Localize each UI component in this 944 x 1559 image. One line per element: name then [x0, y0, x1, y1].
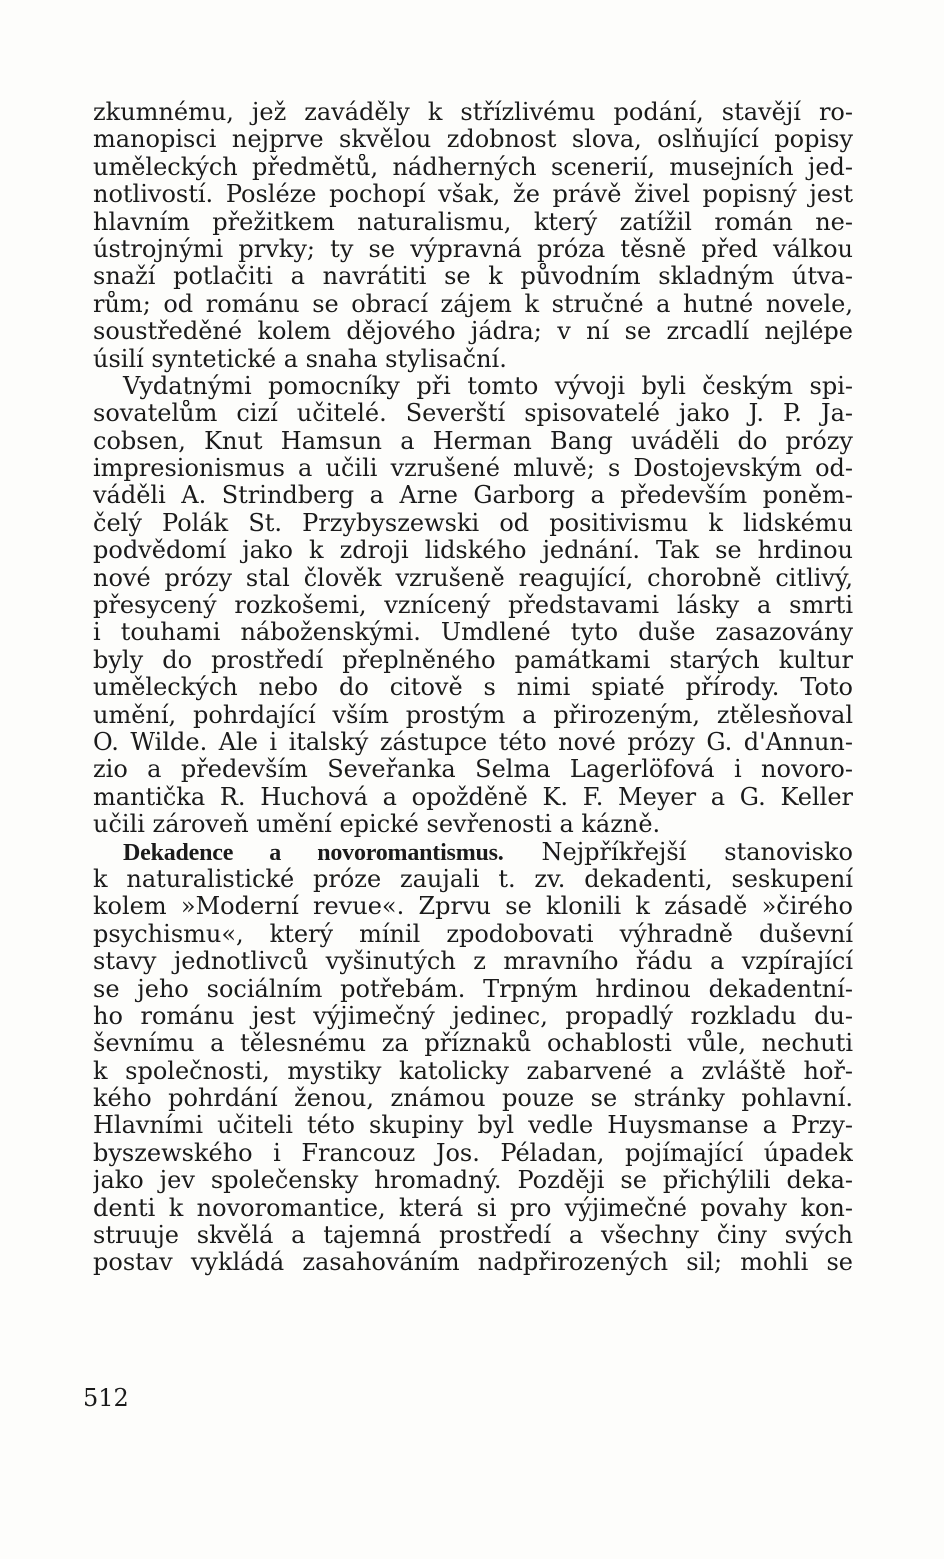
heading-line-rest: Nejpříkřejší stanovisko: [503, 838, 853, 866]
paragraph-line: stavy jednotlivců vyšinutých z mravního řádu a vzpírající: [93, 948, 853, 976]
paragraph-line: i touhami náboženskými. Umdlené tyto duše zasazovány: [93, 619, 853, 647]
paragraph-line: rům; od románu se obrací zájem k stručné a hutné novele,: [93, 290, 853, 318]
paragraph-line: struuje skvělá a tajemná prostředí a všechny činy svých: [93, 1222, 853, 1250]
paragraph-line: k naturalistické próze zaujali t. zv. dekadenti, seskupení: [93, 865, 853, 893]
paragraph-line: váděli A. Strindberg a Arne Garborg a především poněm-: [93, 482, 853, 510]
paragraph-2: [93, 373, 853, 839]
paragraph-line: postav vykládá zasahováním nadpřirozených sil; mohli se: [93, 1249, 853, 1277]
paragraph-line: zkumnému, jež zaváděly k střízlivému podání, stavějí ro-: [93, 99, 853, 126]
paragraph-line: mantička R. Huchová a opožděně K. F. Meyer a G. Keller: [93, 783, 853, 811]
paragraph-line: sovatelům cizí učitelé. Severští spisovatelé jako J. P. Ja-: [93, 400, 853, 428]
paragraph-line: byly do prostředí přeplněného památkami starých kultur: [93, 646, 853, 674]
paragraph-line: ševnímu a tělesnému za příznaků ochablosti vůle, nechuti: [93, 1030, 853, 1058]
paragraph-line: úsilí syntetické a snaha stylisační.: [93, 345, 507, 373]
body-text: [93, 99, 853, 1277]
paragraph-line: cobsen, Knut Hamsun a Herman Bang uváděli do prózy: [93, 427, 853, 455]
paragraph-line: ústrojnými prvky; ty se výpravná próza těsně před válkou: [93, 235, 853, 263]
paragraph-line: podvědomí jako k zdroji lidského jednání. Tak se hrdinou: [93, 537, 853, 565]
paragraph-line: [93, 839, 853, 866]
paragraph-line: hlavním přežitkem naturalismu, který zatížil román ne-: [93, 208, 853, 236]
paragraph-line: uměleckých nebo do citově s nimi spiaté přírody. Toto: [93, 674, 853, 702]
paragraph-line: Hlavními učiteli této skupiny byl vedle Huysmanse a Przy-: [93, 1112, 853, 1140]
paragraph-line: notlivostí. Posléze pochopí však, že právě živel popisný jest: [93, 181, 853, 209]
paragraph-1: [93, 99, 853, 373]
paragraph-line: soustředěné kolem dějového jádra; v ní se zrcadlí nejlépe: [93, 318, 853, 346]
paragraph-line: Vydatnými pomocníky při tomto vývoji byli českým spi-: [123, 372, 853, 400]
paragraph-line: čelý Polák St. Przybyszewski od positivismu k lidskému: [93, 509, 853, 537]
paragraph-line: jako jev společensky hromadný. Později se přichýlili deka-: [93, 1167, 853, 1195]
paragraph-line: kolem »Moderní revue«. Zprvu se klonili k zásadě »čirého: [93, 893, 853, 921]
paragraph-line: denti k novoromantice, která si pro výjimečné povahy kon-: [93, 1194, 853, 1222]
paragraph-line: uměleckých předmětů, nádherných scenerií, musejních jed-: [93, 153, 853, 181]
page-number: 512: [83, 1384, 129, 1412]
paragraph-line: kého pohrdání ženou, známou pouze se stránky pohlavní.: [93, 1085, 853, 1113]
paragraph-line: ho románu jest výjimečný jedinec, propadlý rozkladu du-: [93, 1002, 853, 1030]
paragraph-line: O. Wilde. Ale i italský zástupce této nové prózy G. d'Annun-: [93, 728, 853, 756]
paragraph-line: učili zároveň umění epické sevřenosti a kázně.: [93, 811, 661, 839]
paragraph-line: nové prózy stal člověk vzrušeně reagující, chorobně citlivý,: [93, 564, 853, 592]
paragraph-line: umění, pohrdající vším prostým a přirozeným, ztělesňoval: [93, 701, 853, 729]
paragraph-line: zio a především Seveřanka Selma Lagerlöfová i novoro-: [93, 756, 853, 784]
paragraph-line: k společnosti, mystiky katolicky zabarvené a zvláště hoř-: [93, 1057, 853, 1085]
paragraph-line: manopisci nejprve skvělou zdobnost slova, oslňující popisy: [93, 126, 853, 154]
section-heading: Dekadence a novoromantismus.: [123, 839, 504, 866]
paragraph-line: byszewského i Francouz Jos. Péladan, pojímající úpadek: [93, 1139, 853, 1167]
paragraph-line: psychismu«, který mínil zpodobovati výhradně duševní: [93, 920, 853, 948]
paragraph-line: impresionismus a učili vzrušené mluvě; s Dostojevským od-: [93, 455, 853, 483]
paragraph-line: se jeho sociálním potřebám. Trpným hrdinou dekadentní-: [93, 975, 853, 1003]
paragraph-line: přesycený rozkošemi, vznícený představami lásky a smrti: [93, 592, 853, 620]
paragraph-3: [93, 839, 853, 1277]
paragraph-line: snaží potlačiti a navrátiti se k původním skladným útva-: [93, 263, 853, 291]
